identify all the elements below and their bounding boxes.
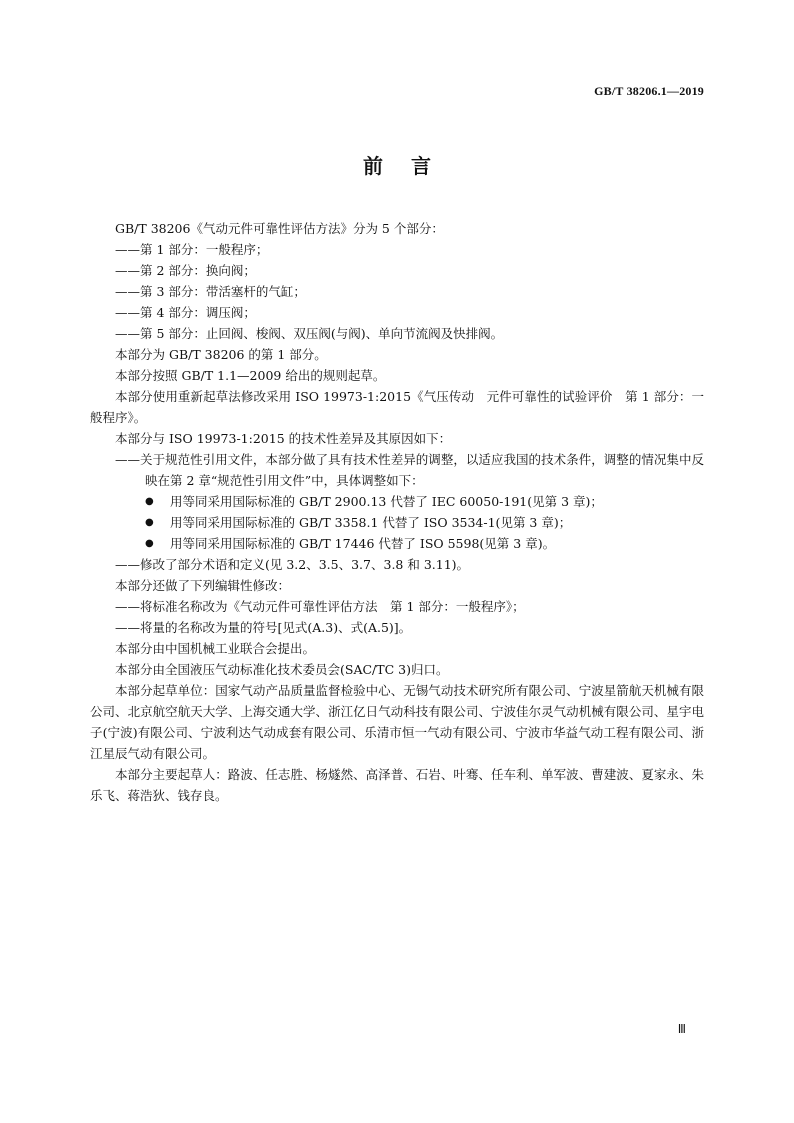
bullet-text: 用等同采用国际标准的 GB/T 3358.1 代替了 ISO 3534-1(见第 3 章)； — [170, 515, 572, 530]
paragraph: 本部分为 GB/T 38206 的第 1 部分。 — [115, 347, 327, 362]
dash-item: ——第 5 部分：止回阀、梭阀、双压阀(与阀)、单向节流阀及快排阀。 — [115, 326, 504, 341]
bullet-text: 用等同采用国际标准的 GB/T 2900.13 代替了 IEC 60050-191(见第 3 章)； — [170, 494, 603, 509]
paragraph: 本部分使用重新起草法修改采用 ISO 19973-1:2015《气压传动 元件可靠性的试验评价 第 1 部分：一般程序》。 — [90, 389, 704, 425]
dash-item: ——将标准名称改为《气动元件可靠性评估方法 第 1 部分：一般程序》； — [115, 599, 525, 614]
dash-item: ——关于规范性引用文件，本部分做了具有技术性差异的调整，以适应我国的技术条件，调整的情况集中反映在第 2 章“规范性引用文件”中，具体调整如下： — [115, 452, 704, 488]
paragraph: 本部分起草单位：国家气动产品质量监督检验中心、无锡气动技术研究所有限公司、宁波星箭航天机械有限公司、北京航空航天大学、上海交通大学、浙江亿日气动科技有限公司、宁波佳尔灵气动机械有限公司、星宇电子(宁波)有限公司、宁波利达气动成套有限公司、乐清市恒一气动有限公司、宁波市华益气动工程有限公司、浙江星辰气动有限公司。 — [90, 683, 704, 761]
paragraph: GB/T 38206《气动元件可靠性评估方法》分为 5 个部分： — [115, 221, 444, 236]
bullet-item — [90, 533, 704, 554]
page-number: Ⅲ — [677, 1022, 686, 1036]
paragraph: 本部分还做了下列编辑性修改： — [115, 578, 291, 593]
dash-item: ——第 3 部分：带活塞杆的气缸； — [115, 284, 306, 299]
paragraph: 本部分由全国液压气动标准化技术委员会(SAC/TC 3)归口。 — [115, 662, 449, 677]
bullet-item — [90, 512, 704, 533]
bullet-item — [90, 491, 704, 512]
bullet-dot: ● — [145, 538, 154, 549]
bullet-dot: ● — [145, 496, 154, 507]
foreword-body — [90, 218, 704, 806]
standard-code: GB/T 38206.1—2019 — [594, 84, 704, 98]
paragraph: 本部分由中国机械工业联合会提出。 — [115, 641, 316, 656]
paragraph: 本部分主要起草人：路波、任志胜、杨燧然、高泽普、石岩、叶骞、任车利、单军波、曹建波、夏家永、朱乐飞、蒋浩狄、钱存良。 — [90, 767, 704, 803]
dash-item: ——修改了部分术语和定义(见 3.2、3.5、3.7、3.8 和 3.11)。 — [115, 557, 470, 572]
dash-item: ——第 2 部分：换向阀； — [115, 263, 256, 278]
page-title: 前言 — [363, 154, 459, 178]
paragraph: 本部分按照 GB/T 1.1—2009 给出的规则起草。 — [115, 368, 386, 383]
paragraph: 本部分与 ISO 19973-1:2015 的技术性差异及其原因如下： — [115, 431, 452, 446]
bullet-dot: ● — [145, 517, 154, 528]
dash-item: ——第 1 部分：一般程序； — [115, 242, 269, 257]
dash-item: ——将量的名称改为量的符号[见式(A.3)、式(A.5)]。 — [115, 620, 412, 635]
bullet-text: 用等同采用国际标准的 GB/T 17446 代替了 ISO 5598(见第 3 章)。 — [170, 536, 556, 551]
dash-item: ——第 4 部分：调压阀； — [115, 305, 256, 320]
